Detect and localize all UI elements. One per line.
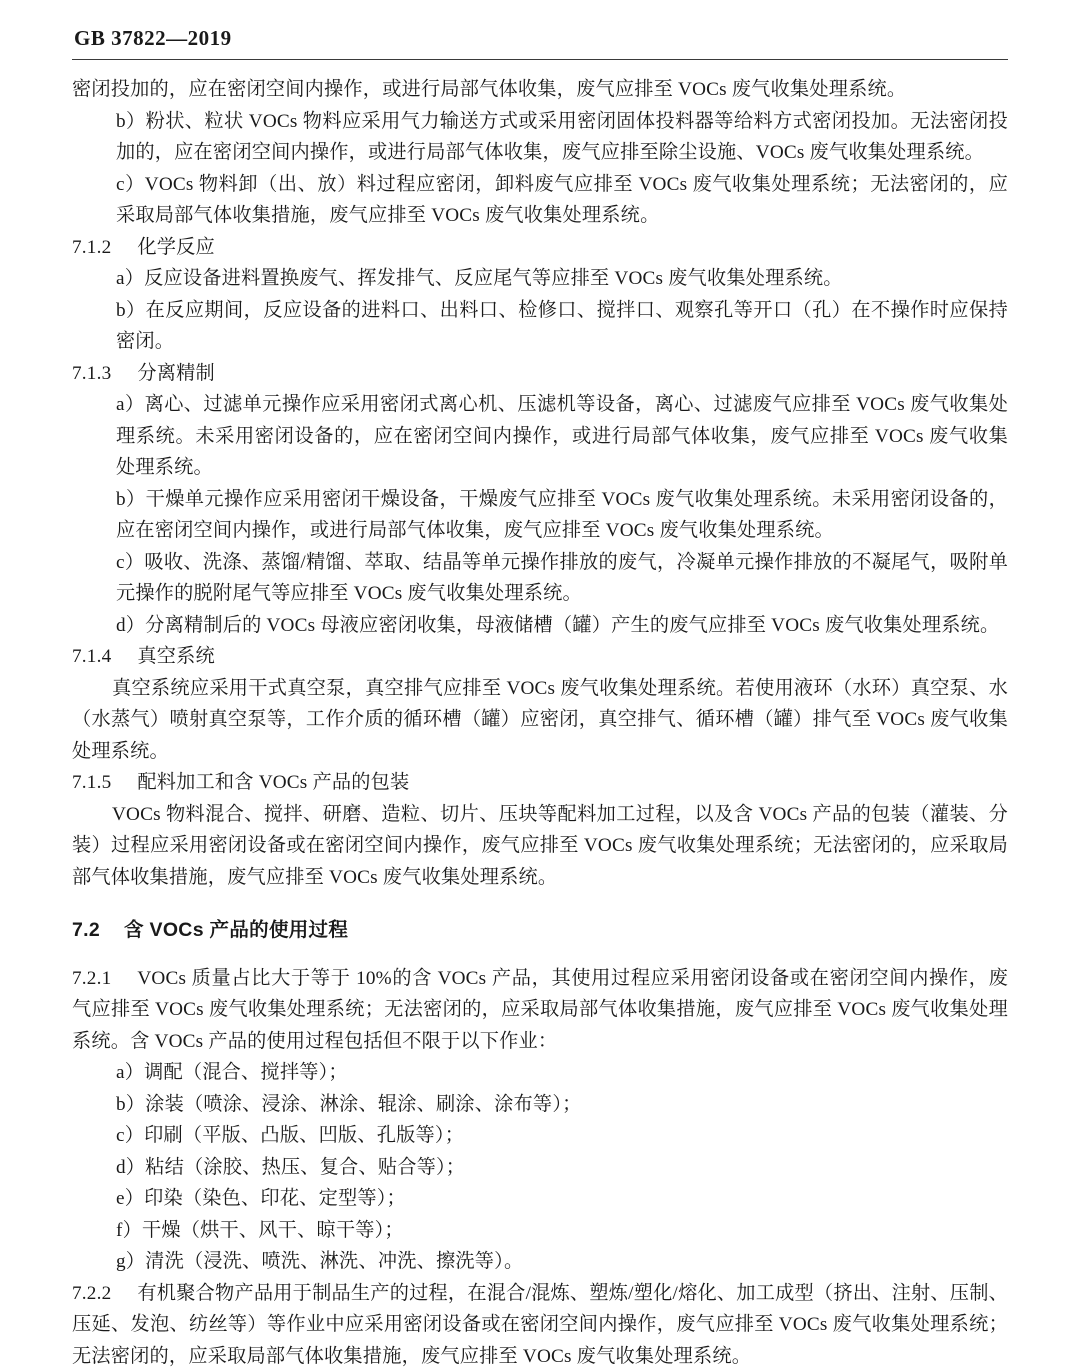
list-item-721-a: a）调配（混合、搅拌等）；: [72, 1057, 1008, 1089]
list-item-721-e: e）印染（染色、印花、定型等）；: [72, 1183, 1008, 1215]
paragraph-top-continuation: 密闭投加的，应在密闭空间内操作，或进行局部气体收集，废气应排至 VOCs 废气收集处理系统。: [72, 74, 1008, 106]
clause-714-heading: [72, 641, 1008, 673]
clause-713-heading: [72, 358, 1008, 390]
section-72-title: 含 VOCs 产品的使用过程: [124, 919, 348, 941]
list-item-713-a: a）离心、过滤单元操作应采用密闭式离心机、压滤机等设备，离心、过滤废气应排至 VOCs 废气收集处理系统。未采用密闭设备的，应在密闭空间内操作，或进行局部气体收集，废气应排至 VOCs 废气收集处理系统。: [72, 389, 1008, 484]
document-body: [72, 74, 1008, 1372]
clause-712-heading: [72, 232, 1008, 264]
list-item-713-b: b）干燥单元操作应采用密闭干燥设备，干燥废气应排至 VOCs 废气收集处理系统。未采用密闭设备的，应在密闭空间内操作，或进行局部气体收集，废气应排至 VOCs 废气收集处理系统。: [72, 484, 1008, 547]
list-item-712-b: b）在反应期间，反应设备的进料口、出料口、检修口、搅拌口、观察孔等开口（孔）在不操作时应保持密闭。: [72, 295, 1008, 358]
clause-713-title: 分离精制: [137, 363, 215, 384]
list-item-712-a: a）反应设备进料置换废气、挥发排气、反应尾气等应排至 VOCs 废气收集处理系统。: [72, 263, 1008, 295]
clause-712-title: 化学反应: [137, 237, 215, 258]
clause-721-number: 7.2.1: [72, 963, 111, 995]
list-item-713-d: d）分离精制后的 VOCs 母液应密闭收集，母液储槽（罐）产生的废气应排至 VOCs 废气收集处理系统。: [72, 610, 1008, 642]
list-item-711-c: c）VOCs 物料卸（出、放）料过程应密闭，卸料废气应排至 VOCs 废气收集处理系统；无法密闭的，应采取局部气体收集措施，废气应排至 VOCs 废气收集处理系统。: [72, 169, 1008, 232]
list-item-721-c: c）印刷（平版、凸版、凹版、孔版等）；: [72, 1120, 1008, 1152]
clause-721-body: VOCs 质量占比大于等于 10%的含 VOCs 产品，其使用过程应采用密闭设备或在密闭空间内操作，废气应排至 VOCs 废气收集处理系统；无法密闭的，应采取局部气体收集措施，废气应排至 VOCs 废气收集处理系统。含 VOCs 产品的使用过程包括但不限于以下作业：: [72, 968, 1008, 1052]
section-72-heading: [72, 915, 1008, 947]
list-item-721-f: f）干燥（烘干、风干、晾干等）；: [72, 1215, 1008, 1247]
clause-722-number: 7.2.2: [72, 1278, 111, 1310]
clause-715-body: VOCs 物料混合、搅拌、研磨、造粒、切片、压块等配料加工过程，以及含 VOCs 产品的包装（灌装、分装）过程应采用密闭设备或在密闭空间内操作，废气应排至 VOCs 废气收集处理系统；无法密闭的，应采取局部气体收集措施，废气应排至 VOCs 废气收集处理系统。: [72, 799, 1008, 894]
list-item-721-g: g）清洗（浸洗、喷洗、淋洗、冲洗、擦洗等）。: [72, 1246, 1008, 1278]
clause-713-number: 7.1.3: [72, 358, 111, 390]
clause-715-heading: [72, 767, 1008, 799]
list-item-721-b: b）涂装（喷涂、浸涂、淋涂、辊涂、刷涂、涂布等）；: [72, 1089, 1008, 1121]
clause-714-body: 真空系统应采用干式真空泵，真空排气应排至 VOCs 废气收集处理系统。若使用液环（水环）真空泵、水（水蒸气）喷射真空泵等，工作介质的循环槽（罐）应密闭，真空排气、循环槽（罐）排气至 VOCs 废气收集处理系统。: [72, 673, 1008, 768]
header-divider: [72, 59, 1008, 60]
clause-715-number: 7.1.5: [72, 767, 111, 799]
clause-712-number: 7.1.2: [72, 232, 111, 264]
clause-721-body-wrapper: [72, 963, 1008, 1058]
clause-722-body: 有机聚合物产品用于制品生产的过程，在混合/混炼、塑炼/塑化/熔化、加工成型（挤出、注射、压制、压延、发泡、纺丝等）等作业中应采用密闭设备或在密闭空间内操作，废气应排至 VOCs 废气收集处理系统；无法密闭的，应采取局部气体收集措施，废气应排至 VOCs 废气收集处理系统。: [72, 1283, 1008, 1367]
list-item-711-b: b）粉状、粒状 VOCs 物料应采用气力输送方式或采用密闭固体投料器等给料方式密闭投加。无法密闭投加的，应在密闭空间内操作，或进行局部气体收集，废气应排至除尘设施、VOCs 废气收集处理系统。: [72, 106, 1008, 169]
list-item-713-c: c）吸收、洗涤、蒸馏/精馏、萃取、结晶等单元操作排放的废气，冷凝单元操作排放的不凝尾气，吸附单元操作的脱附尾气等应排至 VOCs 废气收集处理系统。: [72, 547, 1008, 610]
page-header: GB 37822—2019: [74, 26, 1008, 51]
clause-714-number: 7.1.4: [72, 641, 111, 673]
clause-715-title: 配料加工和含 VOCs 产品的包装: [137, 772, 409, 793]
clause-722-body-wrapper: [72, 1278, 1008, 1372]
section-72-number: 7.2: [72, 919, 100, 941]
list-item-721-d: d）粘结（涂胶、热压、复合、贴合等）；: [72, 1152, 1008, 1184]
clause-714-title: 真空系统: [137, 646, 215, 667]
